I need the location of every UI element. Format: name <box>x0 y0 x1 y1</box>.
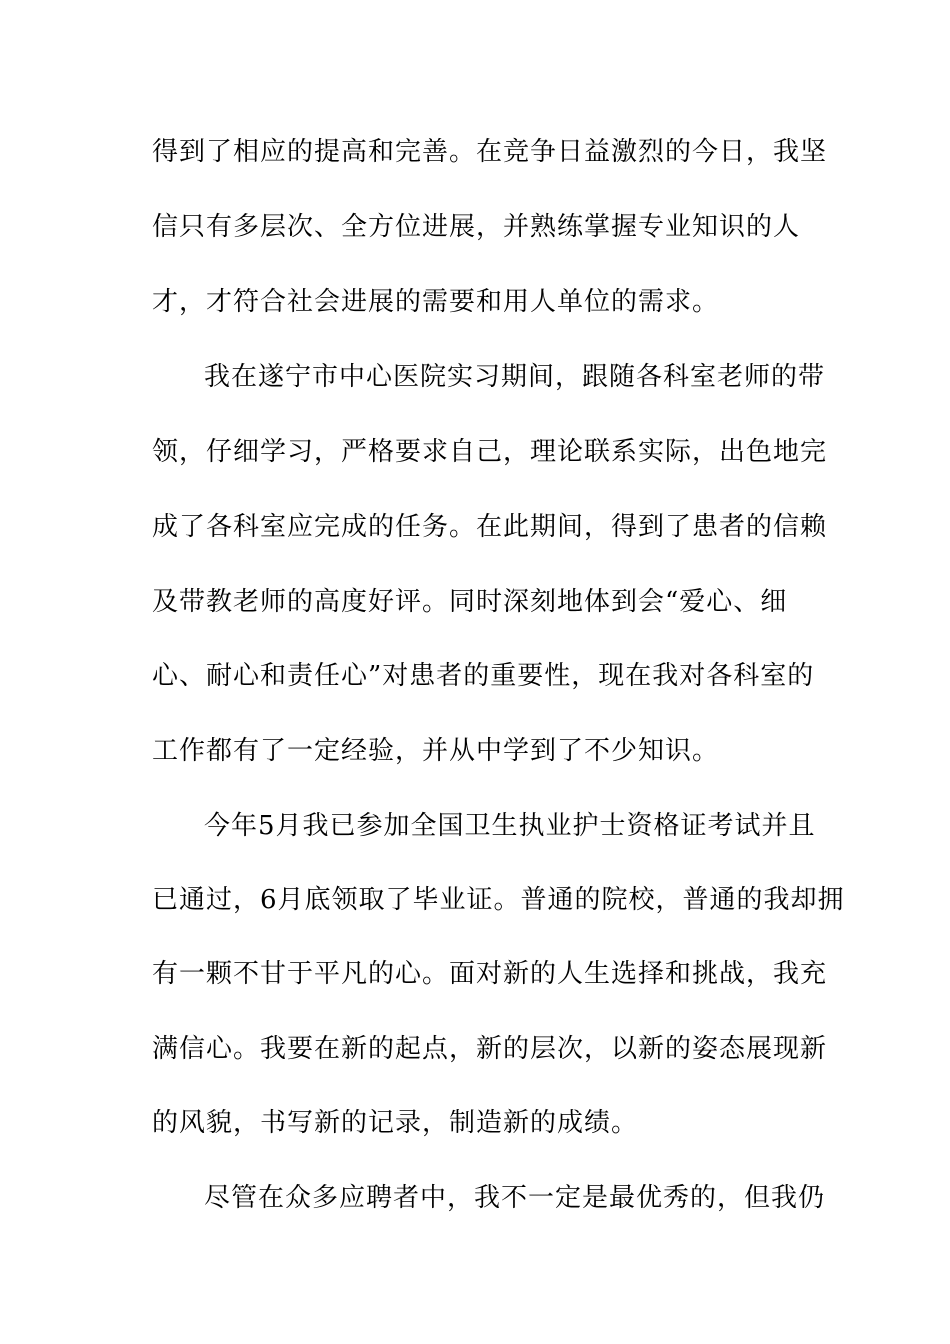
text-line: 已通过，6月底领取了毕业证。普通的院校，普通的我却拥 <box>152 885 845 915</box>
text-line: 得到了相应的提高和完善。在竞争日益激烈的今日，我坚 <box>152 137 828 167</box>
paragraph-start-line: 我在遂宁市中心医院实习期间，跟随各科室老师的带 <box>204 362 826 392</box>
text-line: 有一颗不甘于平凡的心。面对新的人生选择和挑战，我充 <box>152 959 828 989</box>
paragraph-start-line: 今年5月我已参加全国卫生执业护士资格证考试并且 <box>204 811 816 841</box>
text-line: 的风貌，书写新的记录，制造新的成绩。 <box>152 1108 639 1138</box>
paragraph-start-line: 尽管在众多应聘者中，我不一定是最优秀的，但我仍 <box>204 1183 826 1213</box>
text-line: 信只有多层次、全方位进展，并熟练掌握专业知识的人 <box>152 212 801 242</box>
text-line: 工作都有了一定经验，并从中学到了不少知识。 <box>152 736 720 766</box>
text-line: 成了各科室应完成的任务。在此期间，得到了患者的信赖 <box>152 512 828 542</box>
text-line: 满信心。我要在新的起点，新的层次，以新的姿态展现新 <box>152 1034 828 1064</box>
text-line: 及带教老师的高度好评。同时深刻地体到会“爱心、细 <box>152 587 788 617</box>
text-line: 才，才符合社会进展的需要和用人单位的需求。 <box>152 287 720 317</box>
text-line: 心、耐心和责任心”对患者的重要性，现在我对各科室的 <box>152 661 815 691</box>
text-line: 领，仔细学习，严格要求自己，理论联系实际，出色地完 <box>152 437 828 467</box>
